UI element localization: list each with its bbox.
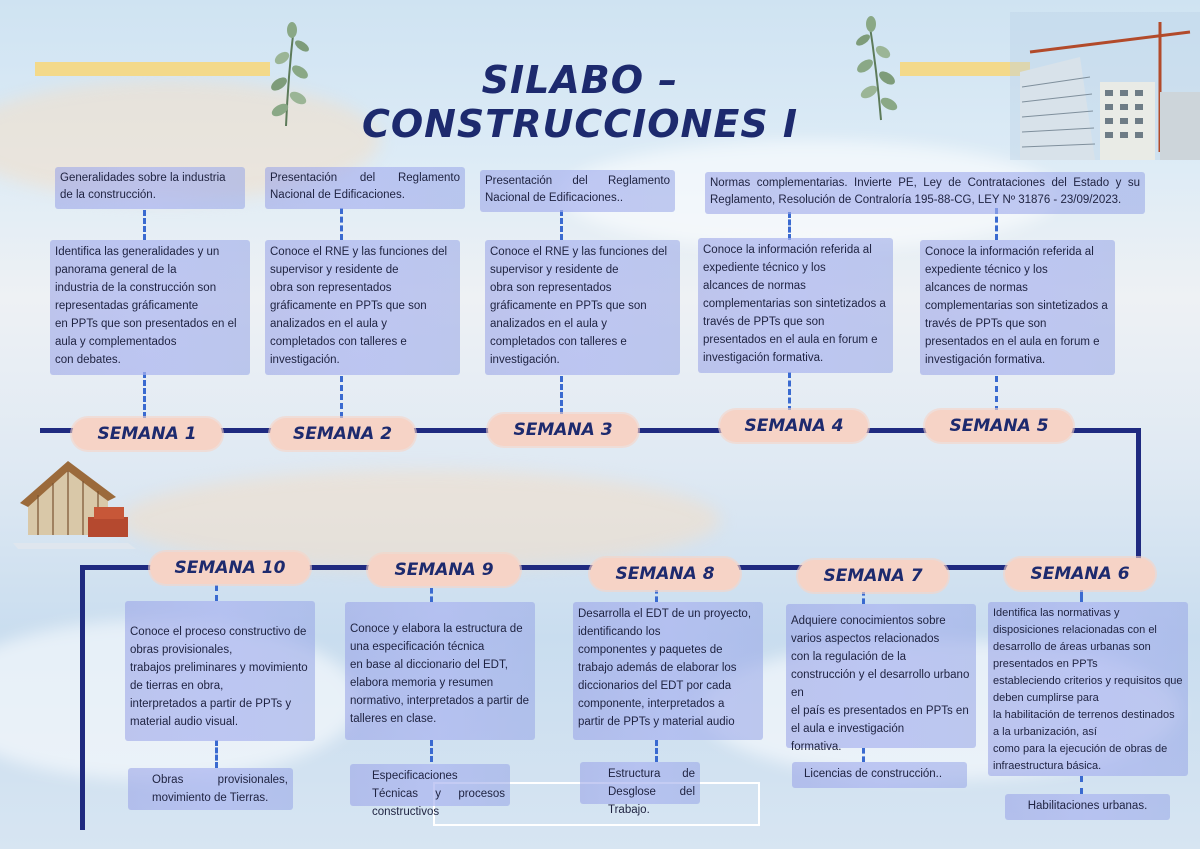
- house-construction-icon: [8, 455, 138, 550]
- week5-description-card: [920, 240, 1115, 375]
- week3-description-card: [485, 240, 680, 375]
- connector: [1080, 590, 1083, 602]
- week10-topic-card: [128, 768, 293, 810]
- week4-desc-line: investigación formativa.: [703, 352, 824, 364]
- timeline-line-left: [80, 565, 85, 830]
- week10-label: SEMANA 10: [150, 552, 310, 584]
- week3-desc-line: investigación.: [490, 354, 560, 366]
- week1-desc-line: en PPTs que son presentados en el aula y complementados: [55, 318, 237, 348]
- week4-topic-card: [705, 172, 1145, 214]
- week9-desc-line: en base al diccionario del EDT, elabora memoria y resumen: [350, 659, 508, 689]
- week8-desc-line: Desarrolla el EDT de un proyecto, identificando los: [578, 608, 752, 638]
- connector: [560, 376, 563, 414]
- week1-topic-card: [55, 167, 245, 209]
- week5-label: SEMANA 5: [925, 410, 1073, 442]
- week1-desc-line: industria de la construcción son representadas gráficamente: [55, 282, 217, 312]
- week2-desc-line: analizados en el aula y completados con talleres e: [270, 318, 407, 348]
- week2-desc-line: obra son representados gráficamente en PPTs que son: [270, 282, 427, 312]
- week8-topic: Estructura de Desglose del Trabajo.: [608, 768, 695, 816]
- week7-desc-line: con la regulación de la construcción y el desarrollo urbano en: [791, 651, 970, 699]
- week9-description-card: [345, 602, 535, 740]
- week4-topic: Normas complementarias. Invierte PE, Ley de Contrataciones del Estado y su Reglamento, Resolución de Contraloría 195-88-CG, LEY Nº 31876 - 23/09/2023.: [710, 177, 1140, 206]
- week10-topic: Obras provisionales, movimiento de Tierras.: [152, 774, 288, 804]
- week2-desc-line: Conoce el RNE y las funciones del supervisor y residente de: [270, 246, 448, 276]
- week2-label: SEMANA 2: [270, 418, 415, 450]
- week8-topic-card: [580, 762, 700, 816]
- connector: [788, 372, 791, 412]
- week1-desc-line: Identifica las generalidades y un panorama general de la: [55, 246, 220, 276]
- connector: [340, 376, 343, 418]
- week6-desc-line: la habilitación de terrenos destinados a la urbanización, así: [993, 709, 1175, 738]
- week8-desc-line: componentes y paquetes de trabajo además de elaborar los: [578, 644, 737, 674]
- week2-description-card: [265, 240, 460, 375]
- week2-topic-card: [265, 167, 465, 209]
- week6-desc-line: como para la ejecución de obras de infraestructura básica.: [993, 743, 1168, 772]
- connector: [143, 210, 146, 240]
- week8-description-card: [573, 602, 763, 740]
- connector: [430, 740, 433, 762]
- week9-topic-card: [350, 764, 510, 818]
- week7-desc-line: el país es presentados en PPTs en el aula e investigación: [791, 705, 969, 735]
- connector: [215, 585, 218, 601]
- week4-label: SEMANA 4: [720, 410, 868, 442]
- week10-desc-line: trabajos preliminares y movimiento de tierras en obra,: [130, 662, 308, 692]
- week1-description-card: [50, 240, 250, 375]
- timeline-line-right-upper: [1136, 428, 1141, 523]
- week3-label: SEMANA 3: [488, 414, 638, 446]
- week4-desc-line: través de PPTs que son presentados en el aula en forum e: [703, 316, 878, 346]
- connector: [340, 208, 343, 240]
- week2-topic: Presentación del Reglamento Nacional de Edificaciones.: [270, 172, 460, 201]
- connector: [862, 590, 865, 604]
- week5-desc-line: alcances de normas complementarias son sintetizados a: [925, 282, 1108, 312]
- week1-label: SEMANA 1: [72, 418, 222, 450]
- week6-topic-card: [1005, 794, 1170, 820]
- week3-desc-line: obra son representados gráficamente en PPTs que son: [490, 282, 647, 312]
- week3-desc-line: analizados en el aula y completados con talleres e: [490, 318, 627, 348]
- week6-label: SEMANA 6: [1005, 558, 1155, 590]
- week2-desc-line: investigación.: [270, 354, 340, 366]
- building-crane-icon: [1010, 12, 1200, 160]
- connector: [215, 740, 218, 768]
- week8-label: SEMANA 8: [590, 558, 740, 590]
- week7-topic: Licencias de construcción..: [804, 768, 943, 780]
- week6-desc-line: desarrollo de áreas urbanas son presentados en PPTs: [993, 641, 1151, 670]
- page-title: SILABO – CONSTRUCCIONES I: [361, 58, 799, 146]
- week4-description-card: [698, 238, 893, 373]
- week4-desc-line: Conoce la información referida al expediente técnico y los: [703, 244, 872, 274]
- connector: [995, 376, 998, 412]
- week7-topic-card: [792, 762, 967, 788]
- week7-description-card: [786, 604, 976, 753]
- connector: [655, 740, 658, 762]
- week5-desc-line: través de PPTs que son presentados en el aula en forum e: [925, 318, 1100, 348]
- connector: [143, 372, 146, 418]
- week1-topic: Generalidades sobre la industria de la construcción.: [60, 172, 226, 201]
- week3-topic-card: [480, 170, 675, 212]
- connector: [788, 212, 791, 240]
- connector: [430, 588, 433, 602]
- week9-desc-line: normativo, interpretados a partir de talleres en clase.: [350, 695, 529, 725]
- week6-description-card: [988, 602, 1188, 776]
- week7-desc-line: Adquiere conocimientos sobre varios aspectos relacionados: [791, 615, 946, 645]
- week5-desc-line: Conoce la información referida al expediente técnico y los: [925, 246, 1094, 276]
- week10-desc-line: Conoce el proceso constructivo de obras provisionales,: [130, 626, 307, 656]
- connector: [1080, 776, 1083, 794]
- week9-topic: Especificaciones Técnicas y procesos constructivos: [372, 770, 505, 818]
- week7-desc-line: formativa.: [791, 741, 842, 753]
- connector: [560, 210, 563, 240]
- week7-label: SEMANA 7: [798, 560, 948, 592]
- week8-desc-line: partir de PPTs y material audio: [578, 716, 735, 728]
- week6-desc-line: estableciendo criterios y requisitos que deben cumplirse para: [993, 675, 1183, 704]
- week9-desc-line: Conoce y elabora la estructura de una especificación técnica: [350, 623, 523, 653]
- week4-desc-line: alcances de normas complementarias son sintetizados a: [703, 280, 886, 310]
- header-accent-bar-left: [35, 62, 270, 76]
- connector: [655, 588, 658, 602]
- week6-desc-line: Identifica las normativas y disposiciones relacionadas con el: [993, 607, 1157, 636]
- week9-label: SEMANA 9: [368, 554, 520, 586]
- week6-topic: Habilitaciones urbanas.: [1027, 800, 1148, 812]
- week1-desc-line: con debates.: [55, 354, 121, 366]
- week8-desc-line: diccionarios del EDT por cada componente, interpretados a: [578, 680, 732, 710]
- week5-desc-line: investigación formativa.: [925, 354, 1046, 366]
- week3-desc-line: Conoce el RNE y las funciones del supervisor y residente de: [490, 246, 668, 276]
- week3-topic: Presentación del Reglamento Nacional de Edificaciones..: [485, 175, 670, 204]
- week10-desc-line: interpretados a partir de PPTs y material audio visual.: [130, 698, 292, 728]
- week10-description-card: [125, 601, 315, 741]
